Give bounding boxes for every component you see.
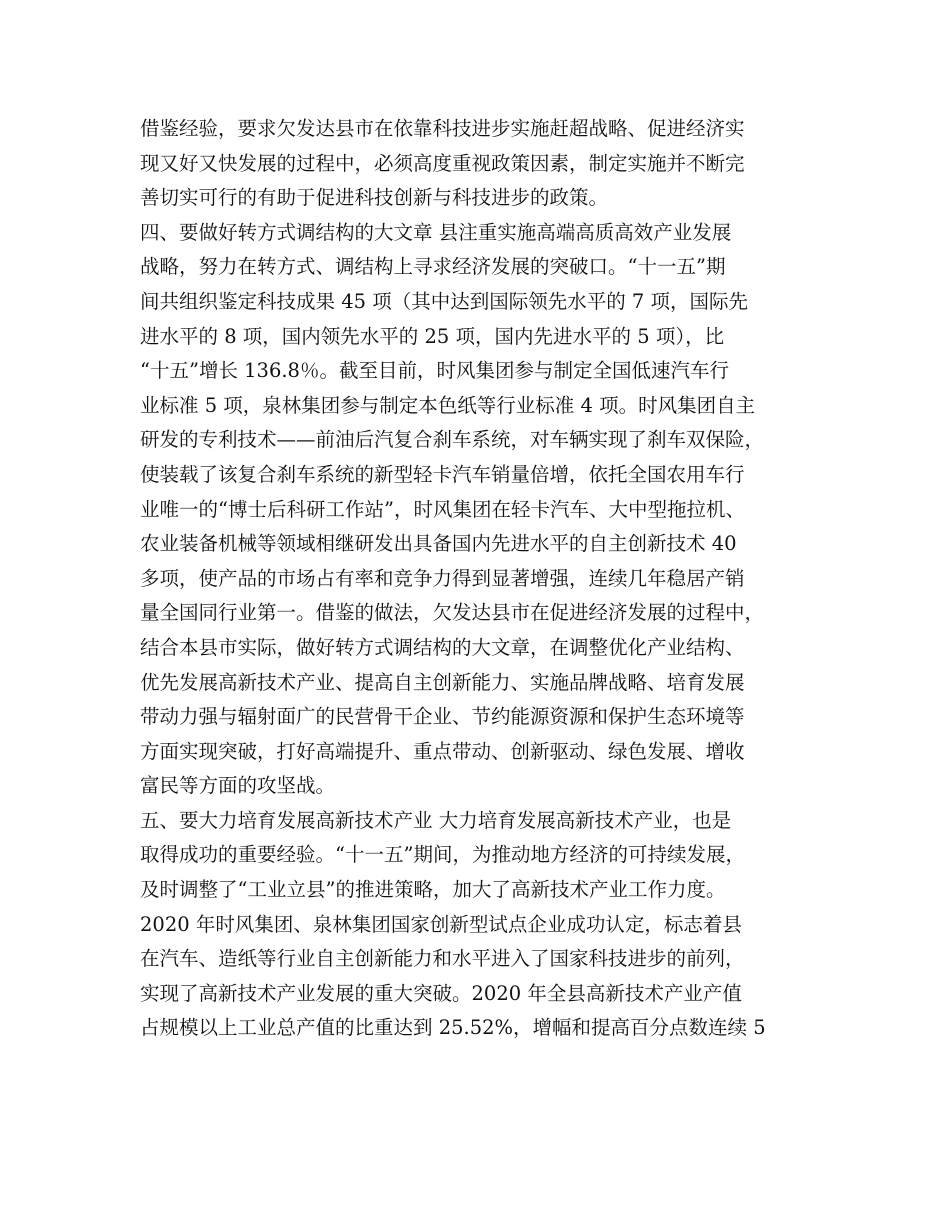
text-line: 结合本县市实际，做好转方式调结构的大文章，在调整优化产业结构、: [140, 635, 745, 659]
text-line: 现又好又快发展的过程中，必须高度重视政策因素，制定实施并不断完: [140, 151, 745, 175]
text-line: 取得成功的重要经验。“十一五”期间，为推动地方经济的可持续发展，: [140, 843, 745, 867]
text-line: 占规模以上工业总产值的比重达到 25.52%，增幅和提高百分点数连续 5: [140, 1016, 766, 1040]
text-line: “十五”增长 136.8％。截至目前，时风集团参与制定全国低速汽车行: [140, 359, 729, 383]
text-line: 及时调整了“工业立县”的推进策略，加大了高新技术产业工作力度。: [140, 878, 726, 902]
text-line: 善切实可行的有助于促进科技创新与科技进步的政策。: [140, 186, 609, 210]
text-line: 量全国同行业第一。借鉴的做法，欠发达县市在促进经济发展的过程中，: [140, 601, 765, 625]
text-line: 带动力强与辐射面广的民营骨干企业、节约能源资源和保护生态环境等: [140, 705, 745, 729]
text-line: 2020 年时风集团、泉林集团国家创新型试点企业成功认定，标志着县: [140, 912, 742, 936]
text-line: 间共组织鉴定科技成果 45 项（其中达到国际领先水平的 7 项，国际先: [140, 289, 749, 313]
text-line: 借鉴经验，要求欠发达县市在依靠科技进步实施赶超战略、促进经济实: [140, 117, 745, 140]
section-heading-5: 五、要大力培育发展高新技术产业 大力培育发展高新技术产业，也是: [140, 808, 732, 832]
text-line: 研发的专利技术——前油后汽复合刹车系统，对车辆实现了刹车双保险，: [140, 428, 765, 452]
text-line: 进水平的 8 项，国内领先水平的 25 项，国内先进水平的 5 项），比: [140, 324, 725, 348]
section-heading-4: 四、要做好转方式调结构的大文章 县注重实施高端高质高效产业发展: [140, 220, 732, 244]
text-line: 使装载了该复合刹车系统的新型轻卡汽车销量倍增，依托全国农用车行: [140, 462, 745, 486]
text-line: 优先发展高新技术产业、提高自主创新能力、实施品牌战略、培育发展: [140, 670, 745, 694]
text-line: 方面实现突破，打好高端提升、重点带动、创新驱动、绿色发展、增收: [140, 739, 745, 763]
text-line: 多项，使产品的市场占有率和竞争力得到显著增强，连续几年稳居产销: [140, 566, 745, 590]
text-line: 富民等方面的攻坚战。: [140, 774, 336, 798]
text-line: 战略，努力在转方式、调结构上寻求经济发展的突破口。“十一五”期: [140, 255, 726, 279]
text-line: 实现了高新技术产业发展的重大突破。2020 年全县高新技术产业产值: [140, 981, 742, 1005]
text-line: 农业装备机械等领域相继研发出具备国内先进水平的自主创新技术 40: [140, 532, 737, 556]
body-text: [140, 112, 830, 1046]
text-line: 业唯一的“博士后科研工作站”，时风集团在轻卡汽车、大中型拖拉机、: [140, 497, 745, 521]
text-line: 在汽车、造纸等行业自主创新能力和水平进入了国家科技进步的前列，: [140, 947, 745, 971]
text-line: 业标准 5 项，泉林集团参与制定本色纸等行业标准 4 项。时风集团自主: [140, 393, 756, 417]
